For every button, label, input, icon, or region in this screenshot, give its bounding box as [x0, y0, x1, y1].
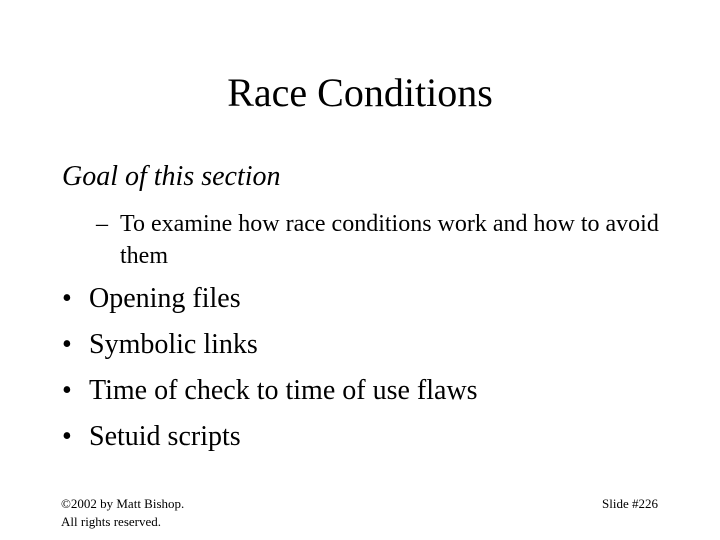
bullet-text: Opening files [89, 283, 241, 314]
slide-number: Slide #226 [602, 496, 658, 511]
bullet-list [62, 280, 702, 464]
bullet-item [62, 418, 702, 464]
bullet-item [62, 326, 702, 372]
dash-marker: – [96, 211, 108, 237]
slide-title: Race Conditions [227, 70, 493, 115]
bullet-text: Setuid scripts [89, 421, 241, 452]
bullet-text: Symbolic links [89, 329, 258, 360]
sub-bullet-text: To examine how race conditions work and how to avoid them [120, 211, 659, 269]
bullet-dot-icon: • [62, 421, 72, 452]
rights-line: All rights reserved. [61, 514, 162, 529]
bullet-dot-icon: • [62, 283, 72, 314]
sub-bullet [96, 208, 676, 272]
copyright-line: ©2002 by Matt Bishop. [61, 496, 185, 511]
section-goal-heading: Goal of this section [62, 161, 281, 192]
bullet-dot-icon: • [62, 329, 72, 360]
bullet-dot-icon: • [62, 375, 72, 406]
copyright-notice [61, 495, 184, 531]
bullet-item [62, 280, 702, 326]
bullet-item [62, 372, 702, 418]
bullet-text: Time of check to time of use flaws [89, 375, 478, 406]
